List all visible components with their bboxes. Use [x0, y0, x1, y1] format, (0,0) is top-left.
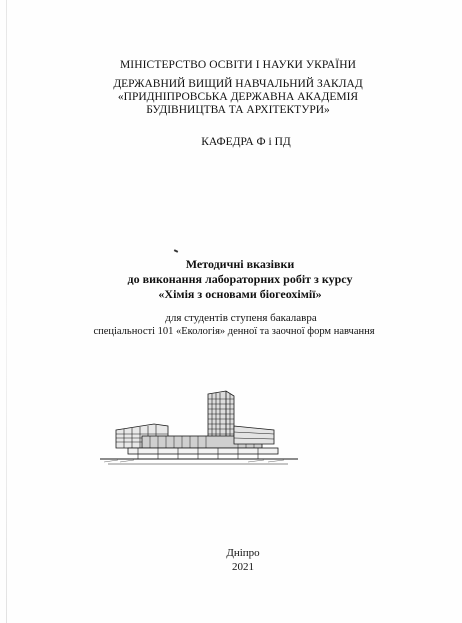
ministry-name: МІНІСТЕРСТВО ОСВІТИ І НАУКИ УКРАЇНИ — [119, 59, 357, 71]
city-name: Дніпро — [226, 547, 260, 559]
title-line-1: Методичні вказівки — [185, 257, 295, 271]
subtitle-line-2: спеціальності 101 «Екологія» денної та заочної форм навчання — [93, 326, 375, 337]
institution-line-1: ДЕРЖАВНИЙ ВИЩИЙ НАВЧАЛЬНИЙ ЗАКЛАД — [113, 78, 363, 90]
institution-line-3: БУДІВНИЦТВА ТА АРХІТЕКТУРИ» — [146, 104, 330, 116]
title-line-2: до виконання лабораторних робіт з курсу — [127, 272, 353, 286]
subtitle-line-1: для студентів ступеня бакалавра — [165, 312, 317, 324]
scan-mark — [174, 249, 178, 253]
building-sketch-icon — [98, 386, 300, 468]
department-name: КАФЕДРА Ф і ПД — [201, 136, 291, 148]
title-line-3: «Хімія з основами біогеохімії» — [158, 287, 322, 301]
publication-year: 2021 — [232, 561, 254, 573]
institution-line-2: «ПРИДНІПРОВСЬКА ДЕРЖАВНА АКАДЕМІЯ — [117, 91, 359, 103]
